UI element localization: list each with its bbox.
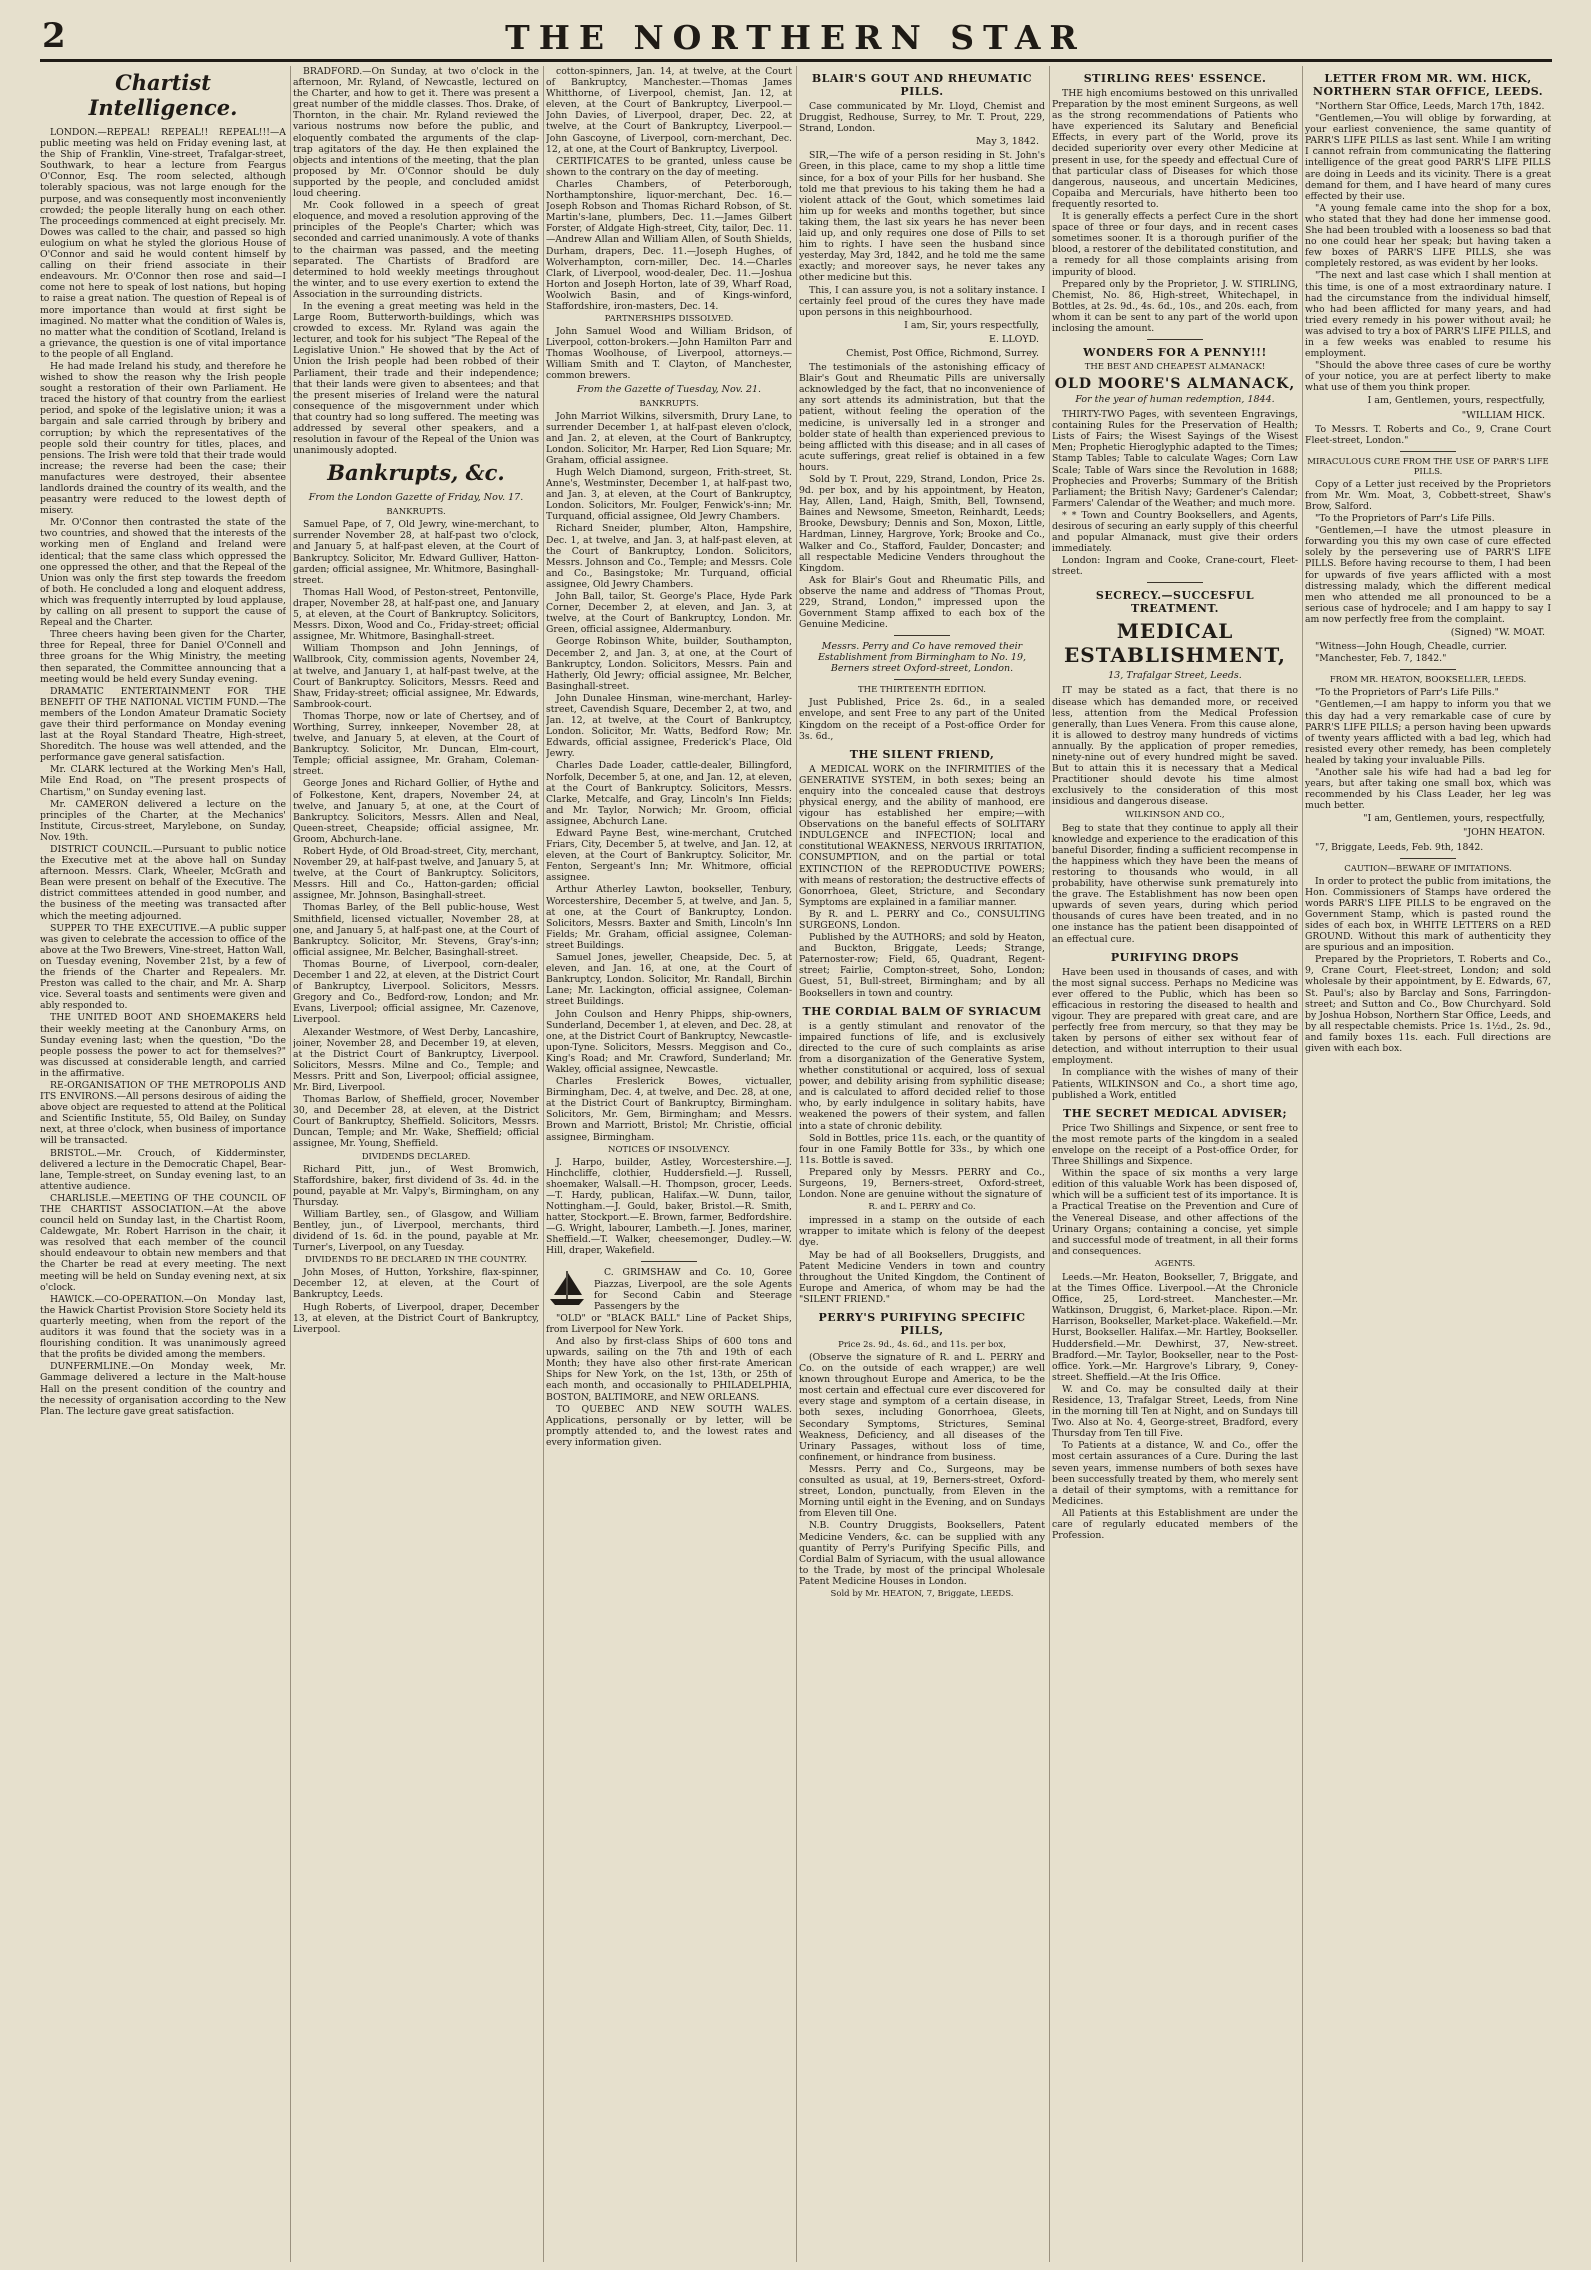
silent-friend-advert xyxy=(799,764,1045,999)
shipping-advert xyxy=(546,1267,792,1311)
syriacum-advert xyxy=(799,1021,1045,1305)
bankrupt-entry: Thomas Barley, of the Bell public-house, West Smithfield, licensed victualler, November 28, at one, and January 5, at half-past one, at the Court of Bankruptcy. Solicitor, Mr. Stevens, Gray's-inn; official assignee, Mr. Belcher, Basinghall-street. xyxy=(293,902,539,958)
blairs-pills-advert xyxy=(799,101,1045,630)
caution-notice xyxy=(1305,876,1551,1055)
advert-paragraph: The testimonials of the astonishing efficacy of Blair's Gout and Rheumatic Pills are universally acknowledged by the fact, that no inconvenience of any sort attends its administration, but that the patient, without feeling the operation of the medicine, is universally led in a stronger and bolder state of health than experienced previous to being afflicted with this disease; and in all cases of acute sufferings, great relief is obtained in a few hours. xyxy=(799,362,1045,473)
gazette-entry: Charles Chambers, of Peterborough, Northamptonshire, liquor-merchant, Dec. 16.—Joseph Robson and Thomas Richard Robson, of St. Martin's-lane, plumbers, Dec. 11.—James Gilbert Forster, of Aldgate High-street, City, tailor, Dec. 11.—Andrew Allan and William Allen, of South Shields, Durham, drapers, Dec. 11.—Joseph Hughes, of Wolverhampton, corn-miller, Dec. 14.—Charles Clark, of Liverpool, wood-dealer, Dec. 11.—Joshua Horton and Joseph Horton, late of 39, Wharf Road, Woolwich Basin, and of Kings-winford, Staffordshire, iron-masters, Dec. 14. xyxy=(546,178,792,312)
wonders-heading: WONDERS FOR A PENNY!!! xyxy=(1083,346,1267,360)
partnerships-list xyxy=(546,326,792,381)
article-paragraph: BRADFORD.—On Sunday, at two o'clock in the afternoon, Mr. Ryland, of Newcastle, lectured on the Charter, and how to get it. There was present a great number of the middle classes. Thos. Drake, of Thornton, in the chair. Mr. Ryland reviewed the various nostrums now before the public, and eloquently combated the arguments of the clap-trap agitators of the day. He then explained the objects and intentions of the meeting, that the plan proposed by Mr. O'Connor should be duly supported by the people, and concluded amidst loud cheering. xyxy=(293,66,539,200)
bankrupt-entry: John Ball, tailor, St. George's Place, Hyde Park Corner, December 2, at eleven, and Jan. 3, at twelve, at the Court of Bankruptcy, London. Mr. Green, official assignee, Aldermanbury. xyxy=(546,591,792,636)
edition-line: THE THIRTEENTH EDITION. xyxy=(858,685,986,696)
bankrupts-list xyxy=(546,411,792,1143)
article-paragraph: BRISTOL.—Mr. Crouch, of Kidderminster, delivered a lecture in the Democratic Chapel, Bear-lane, Temple-street, on Sunday evening last, to an attentive audience. xyxy=(40,1147,286,1192)
bankrupt-entry: John Dunalee Hinsman, wine-merchant, Harley-street, Cavendish Square, December 2, at two, and Jan. 12, at twelve, at the Court of Bankruptcy, London. Solicitor, Mr. Watts, Bedford Row; Mr. Edwards, official assignee, Frederick's Place, Old Jewry. xyxy=(546,692,792,760)
column-5 xyxy=(1052,66,1298,2264)
medical-establishment-address: 13, Trafalgar Street, Leeds. xyxy=(1108,670,1242,682)
silent-friend-heading: THE SILENT FRIEND, xyxy=(849,747,995,761)
divider xyxy=(1400,858,1456,859)
removal-notice: Messrs. Perry and Co have removed their Establishment from Birmingham to No. 19, Berners street Oxford-street, London. xyxy=(817,641,1027,675)
advert-paragraph: Prepared only by Messrs. PERRY and Co., Surgeons, 19, Berners-street, Oxford-street, London. None are genuine without the signature of xyxy=(799,1166,1045,1201)
advert-paragraph: Within the space of six months a very large edition of this valuable Work has been disposed of, which will be a sufficient test of its importance. It is a Practical Treatise on the Prevention and Cure of the Venereal Disease, and other affections of the Urinary Organs; containing a concise, yet simple and successful mode of treatment, in all their forms and consequences. xyxy=(1052,1168,1298,1257)
bankrupt-entry: Alexander Westmore, of West Derby, Lancashire, joiner, November 28, and December 19, at eleven, at the District Court of Bankruptcy, Liverpool. Solicitors, Messrs. Milne and Co., Temple; and Messrs. Pritt and Son, Liverpool; official assignee, Mr. Bird, Liverpool. xyxy=(293,1026,539,1093)
letter-signature: "WILLIAM HICK. xyxy=(1461,409,1545,421)
letter-paragraph: "Should the above three cases of cure be worthy of your notice, you are at perfect liberty to make what use of them you think proper. xyxy=(1305,360,1551,394)
purifying-drops-advert xyxy=(1052,967,1298,1101)
advert-paragraph: C. GRIMSHAW and Co. 10, Goree Piazzas, Liverpool, are the sole Agents for Second Cabin and Steerage Passengers by the xyxy=(594,1267,792,1312)
advert-paragraph: And also by first-class Ships of 600 tons and upwards, sailing on the 7th and 19th of each Month; they have also other first-rate American Ships for New York, on the 1st, 13th, or 25th of each month, and occasionally to PHILADELPHIA, BOSTON, BALTIMORE, and NEW ORLEANS. xyxy=(546,1336,792,1403)
edition-text xyxy=(799,697,1045,741)
dividend-entry: John Moses, of Hutton, Yorkshire, flax-spinner, December 12, at eleven, at the Court of Bankruptcy, Leeds. xyxy=(293,1267,539,1301)
letter-signature: "JOHN HEATON. xyxy=(1463,827,1545,839)
bankrupts-label: BANKRUPTS. xyxy=(386,507,446,518)
advert-paragraph: * * Town and Country Booksellers, and Agents, desirous of securing an early supply of this cheerful and popular Almanack, must give their orders immediately. xyxy=(1052,509,1298,555)
divider xyxy=(1147,339,1203,340)
letter-paragraph: "Manchester, Feb. 7, 1842." xyxy=(1315,653,1447,665)
shipping-advert-body xyxy=(546,1313,792,1448)
perry-signature: R. and L. PERRY and Co. xyxy=(868,1202,976,1213)
advert-paragraph: To Patients at a distance, W. and Co., offer the most certain assurances of a Cure. During the last seven years, immense numbers of both sexes have been successfully treated by them, who merely sent a detail of their symptoms, with a remittance for Medicines. xyxy=(1052,1440,1298,1507)
advert-paragraph: Case communicated by Mr. Lloyd, Chemist and Druggist, Redhouse, Surrey, to Mr. T. Prout, 229, Strand, London. xyxy=(799,101,1045,135)
letter-signature: E. LLOYD. xyxy=(989,333,1039,345)
seller-line: Sold by Mr. HEATON, 7, Briggate, LEEDS. xyxy=(830,1588,1014,1599)
bankrupt-entry: George Robinson White, builder, Southampton, December 2, and Jan. 3, at one, at the Court of Bankruptcy, London. Solicitors, Messrs. Pain and Hatherly, Old Jewry; official assignee, Mr. Belcher, Basinghall-street. xyxy=(546,636,792,692)
column-rule xyxy=(290,66,291,2262)
bankrupt-entry: Thomas Hall Wood, of Peston-street, Pentonville, draper, November 28, at half-past one, and January 5, at eleven, at the Court of Bankruptcy. Solicitors, Messrs. Dixon, Wood and Co., Friday-street; official assignee, Mr. Whitmore, Basinghall-street. xyxy=(293,586,539,643)
advert-paragraph: Messrs. Perry and Co., Surgeons, may be consulted as usual, at 19, Berners-street, Oxford-street, London, punctually, from Eleven in the Morning until eight in the Evening, and on Sundays from Eleven till One. xyxy=(799,1463,1045,1520)
advert-paragraph: TO QUEBEC AND NEW SOUTH WALES. Applications, personally or by letter, will be promptly attended to, and the lowest rates and every information given. xyxy=(546,1403,792,1448)
article-paragraph: DISTRICT COUNCIL.—Pursuant to public notice the Executive met at the above hall on Sunday afternoon. Messrs. Clark, Wheeler, McGrath and Bean were present on behalf of the Executive. The district committees attended in good number, and the business of the meeting was transacted after which the meeting adjourned. xyxy=(40,844,286,922)
letter-paragraph: "7, Briggate, Leeds, Feb. 9th, 1842. xyxy=(1315,841,1484,853)
advert-paragraph: Beg to state that they continue to apply all their knowledge and experience to the eradication of this baneful Disorder, finding a sufficient recompense in the happiness which they have been the means of restoring to thousands who would, in all probability, have otherwise sunk prematurely into the grave. The Establishment has now been open upwards of seven years, during which period thousands of cures have been treated, and in no one instance has the patient been disappointed of an effectual cure. xyxy=(1052,822,1298,945)
gazette-date: From the Gazette of Tuesday, Nov. 21. xyxy=(576,383,762,395)
advert-paragraph: impressed in a stamp on the outside of each wrapper to imitate which is felony of the deepest dye. xyxy=(799,1215,1045,1249)
article-paragraph: THE UNITED BOOT AND SHOEMAKERS held their weekly meeting at the Canonbury Arms, on Sunday evening last; when the question, "Do the people possess the power to act for themselves?" was discussed at considerable length, and carried in the affirmative. xyxy=(40,1012,286,1079)
letter-address: Chemist, Post Office, Richmond, Surrey. xyxy=(846,347,1039,359)
medical-establishment-title: MEDICAL ESTABLISHMENT, xyxy=(1064,619,1286,668)
advert-paragraph: is a gently stimulant and renovator of the impaired functions of life, and is exclusively directed to the cure of such complaints as arise from a disorganization of the Generative System, whether constitutional or acquired, loss of sexual power, and debility arising from syphilitic disease; and is calculated to afford decided relief to those who, by early indulgence in solitary habits, have weakened the powers of their system, and fallen into a state of chronic debility. xyxy=(799,1020,1045,1132)
advert-paragraph: THIRTY-TWO Pages, with seventeen Engravings, containing Rules for the Preservation of Health; Lists of Fairs; the Wisest Sayings of the Wisest Men; Prophetic Hieroglyphic adapted to the Times; Stamp Tables; Table to calculate Wages; Corn Law Scale; Table of Wars since the Revolution in 1688; Prophecies and Proverbs; Summary of the British Parliament; the British Navy; Gardener's Calendar; Farmers' Calendar of the Weather; and much more. xyxy=(1052,409,1298,509)
divider xyxy=(894,679,950,680)
advert-paragraph: (Observe the signature of R. and L. PERRY and Co. on the outside of each wrapper,) are well known throughout Europe and America, to be the most certain and effectual cure ever discovered for every stage and symptom of a certain disease, in both sexes, including Gonorrhoea, Gleets, Secondary Symptoms, Strictures, Seminal Weakness, Deficiency, and all diseases of the Urinary Passages, without loss of time, confinement, or hindrance from business. xyxy=(799,1352,1045,1463)
advert-paragraph: Prepared by the Proprietors, T. Roberts and Co., 9, Crane Court, Fleet-street, London; and sold wholesale by their appointment, by E. Edwards, 67, St. Paul's; also by Barclay and Sons, Farringdon-street; and Sutton and Co., Bow Churchyard. Sold by Joshua Hobson, Northern Star Office, Leeds, and by all respectable chemists. Price 1s. 1½d., 2s. 9d., and family boxes 11s. each. Full directions are given with each box. xyxy=(1305,954,1551,1055)
article-paragraph: SUPPER TO THE EXECUTIVE.—A public supper was given to celebrate the accession to office of the above at the Two Brewers, Vine-street, Hatton Wall, on Tuesday evening, November 21st, by a few of the friends of the Charter and Repealers. Mr. Preston was called to the chair, and Mr. A. Sharp vice. Several toasts and sentiments were given and ably responded to. xyxy=(40,922,286,1012)
column-4 xyxy=(799,66,1045,2264)
advert-paragraph: Ask for Blair's Gout and Rheumatic Pills, and observe the name and address of "Thomas Prout, 229, Strand, London," impressed upon the Government Stamp affixed to each box of the Genuine Medicine. xyxy=(799,574,1045,631)
letter-closing: I am, Sir, yours respectfully, xyxy=(904,319,1039,331)
divider xyxy=(1400,669,1456,670)
advert-paragraph: Price Two Shillings and Sixpence, or sent free to the most remote parts of the kingdom in a sealed envelope on the receipt of a Post-office Order, for Three Shillings and Sixpence. xyxy=(1052,1122,1298,1168)
advert-paragraph: By R. and L. PERRY and Co., CONSULTING SURGEONS, London. xyxy=(799,908,1045,931)
letter-paragraph: Copy of a Letter just received by the Proprietors from Mr. Wm. Moat, 3, Cobbett-street, Shaw's Brow, Salford. xyxy=(1305,478,1551,512)
article-paragraph: In the evening a great meeting was held in the Large Room, Butterworth-buildings, which was crowded to excess. Mr. Ryland was again the lecturer, and took for his subject "The Repeal of the Legislative Union." He showed that by the Act of Union the Irish people had been robbed of their Parliament, their trade and their independence; that their lands were given to absentees; and that the present miseries of Ireland were the natural consequence of the misgovernment under which that country had so long suffered. The meeting was addressed by several other speakers, and a resolution in favour of the Repeal of the Union was unanimously adopted. xyxy=(293,300,539,457)
insolvency-list xyxy=(546,1157,792,1257)
advert-paragraph: All Patients at this Establishment are under the care of regularly educated members of the Profession. xyxy=(1052,1507,1298,1542)
insolvency-entry: J. Harpo, builder, Astley, Worcestershire.—J. Hinchcliffe, clothier, Huddersfield.—J. Russell, shoemaker, Walsall.—H. Thompson, grocer, Leeds.—T. Hardy, publican, Halifax.—W. Dunn, tailor, Nottingham.—J. Gould, baker, Bristol.—R. Smith, hatter, Stockport.—E. Brown, farmer, Bedfordshire.—G. Wright, labourer, Lambeth.—J. Jones, mariner, Sheffield.—T. Walker, cheesemonger, Dudley.—W. Hill, draper, Wakefield. xyxy=(546,1156,792,1257)
letter-paragraph: "Another sale his wife had had a bad leg for years, but after taking one small box, which was recommended by his Class Leader, her leg was much better. xyxy=(1305,766,1551,812)
section-heading-bankrupts: Bankrupts, &c. xyxy=(327,460,505,486)
miraculous-cure-heading: MIRACULOUS CURE FROM THE USE OF PARR'S LIFE PILLS. xyxy=(1307,456,1549,477)
bankrupt-entry: Edward Payne Best, wine-merchant, Crutched Friars, City, December 5, at twelve, and Jan. 12, at eleven, at the Court of Bankruptcy. Solicitor, Mr. Fenton, Sergeant's Inn; Mr. Whitmore, official assignee. xyxy=(546,828,792,884)
advert-paragraph: "OLD" or "BLACK BALL" Line of Packet Ships, from Liverpool for New York. xyxy=(546,1312,792,1335)
bankrupt-entry: George Jones and Richard Gollier, of Hythe and of Folkestone, Kent, drapers, November 24, at twelve, and January 5, at one, at the Court of Bankruptcy. Solicitors, Messrs. Allen and Neal, Queen-street, Cheapside; official assignee, Mr. Groom, Abchurch-lane. xyxy=(293,778,539,845)
column-6 xyxy=(1305,66,1551,2264)
masthead-rule xyxy=(40,59,1552,62)
advert-paragraph: Prepared only by the Proprietor, J. W. STIRLING, Chemist, No. 86, High-street, Whitechapel, in Bottles, at 2s. 9d., 4s. 6d., 10s., and 20s. each, from whom it can be sent to any part of the world upon inclosing the amount. xyxy=(1052,278,1298,334)
letter-closing: "I am, Gentlemen, yours, respectfully, xyxy=(1363,813,1545,825)
divider xyxy=(894,635,950,636)
advert-paragraph: IT may be stated as a fact, that there is no disease which has demanded more, or received less, attention from the Medical Profession generally, than Lues Venera. From this cause alone, it is allowed to destroy many hundreds of victims annually. By the application of proper remedies, ninety-nine out of every hundred might be saved. But to attain this it is necessary that a Medical Practitioner should devote his time almost exclusively to the consideration of this most insidious and dangerous disease. xyxy=(1052,685,1298,808)
advert-paragraph: May be had of all Booksellers, Druggists, and Patent Medicine Venders in town and country throughout the United Kingdom, the Continent of Europe and America, of whom may be had the "SILENT FRIEND." xyxy=(799,1249,1045,1305)
moat-letter xyxy=(1305,479,1551,665)
bankrupt-entry: Thomas Bourne, of Liverpool, corn-dealer, December 1 and 22, at eleven, at the District Court of Bankruptcy, Liverpool. Solicitors, Messrs. Gregory and Co., Bedford-row, London; and Mr. Evans, Liverpool; official assignee, Mr. Cazenove, Liverpool. xyxy=(293,958,539,1026)
purifying-drops-heading: PURIFYING DROPS xyxy=(1110,950,1240,964)
sailing-ship-icon xyxy=(546,1267,588,1309)
essence-advert xyxy=(1052,88,1298,334)
bankrupt-entry: Charles Freslerick Bowes, victualler, Birmingham, Dec. 4, at twelve, and Dec. 28, at one, at the District Court of Bankruptcy, Birmingham. Solicitors, Mr. Gem, Birmingham; and Messrs. Brown and Marriott, Bristol; Mr. Christie, official assignee, Birmingham. xyxy=(546,1076,792,1143)
letter-paragraph: "Gentlemen,—I have the utmost pleasure in forwarding you this my own case of cure effected solely by the persevering use of PARR'S LIFE PILLS. Before having recourse to them, I had been for upwards of five years afflicted with a most distressing malady, which the different medical men who attended me all pronounced to be a serious case of hydrocele; and I am happy to say I am now perfectly free from the complaint. xyxy=(1305,525,1551,625)
dividends-heading: DIVIDENDS DECLARED. xyxy=(361,1151,471,1162)
secrecy-heading: SECRECY.—SUCCESFUL TREATMENT. xyxy=(1095,589,1255,616)
article-paragraph: Mr. CAMERON delivered a lecture on the principles of the Charter, at the Mechanics' Institute, Circus-street, Marylebone, on Sunday, Nov. 19th. xyxy=(40,798,286,843)
bankrupt-entry: Thomas Thorpe, now or late of Chertsey, and of Worthing, Surrey, innkeeper, November 28, at twelve, and January 5, at eleven, at the Court of Bankruptcy. Solicitor, Mr. Duncan, Elm-court, Temple; official assignee, Mr. Graham, Coleman-street. xyxy=(293,710,539,778)
advert-paragraph: W. and Co. may be consulted daily at their Residence, 13, Trafalgar Street, Leeds, from Nine in the morning till Ten at Night, and on Sundays till Two. Also at No. 4, George-street, Bradford, every Thursday from Ten till Five. xyxy=(1052,1383,1298,1440)
almanack-subtitle: For the year of human redemption, 1844. xyxy=(1075,394,1275,406)
article-paragraph: LONDON.—REPEAL! REPEAL!! REPEAL!!!—A public meeting was held on Friday evening last, at the Ship of Franklin, Vine-street, Trafalgar-street, Southwark, to hear a lecture from Feargus O'Connor, Esq. The room selected, although tolerably spacious, was not large enough for the purpose, and was consequently most inconveniently crowded; the people literally hung on each other. The proceedings commenced at eight precisely. Mr. Dowes was called to the chair, and passed so high eulogium on what he styled the glorious House of O'Connor and said he would content himself by calling on their friend associate in their endeavours. Mr. O'Connor then rose and said—I come not here to speak of lost nations, but hoping to raise a great nation. The question of Repeal is of more importance than would at first sight be imagined. No matter what the condition of Wales is, no matter what the condition of Scotland, Ireland is a grievance, the question is one of vital importance to the people of all England. xyxy=(40,127,286,360)
dividend-entry: Richard Pitt, jun., of West Bromwich, Staffordshire, baker, first dividend of 3s. 4d. in the pound, payable at Mr. Valpy's, Birmingham, on any Thursday. xyxy=(293,1163,539,1208)
page-number: 2 xyxy=(42,16,66,56)
medical-adviser-advert xyxy=(1052,1123,1298,1541)
column-rule xyxy=(796,66,797,2262)
bankrupt-entry: Robert Hyde, of Old Broad-street, City, merchant, November 29, at half-past twelve, and January 5, at twelve, at the Court of Bankruptcy. Solicitors, Messrs. Hill and Co., Hatton-garden; official assignee, Mr. Johnson, Basinghall-street. xyxy=(293,846,539,902)
country-dividends-list xyxy=(293,1267,539,1335)
dividend-entry: Hugh Roberts, of Liverpool, draper, December 13, at eleven, at the District Court of Bankruptcy, Liverpool. xyxy=(293,1301,539,1335)
bankrupt-entry: Richard Sneider, plumber, Alton, Hampshire, Dec. 1, at twelve, and Jan. 3, at half-past eleven, at the Court of Bankruptcy, London. Solicitors, Messrs. Johnson and Co., Temple; and Messrs. Cole and Co., Basingstoke; Mr. Turquand, official assignee, Old Jewry Chambers. xyxy=(546,523,792,590)
letter-paragraph: "To the Proprietors of Parr's Life Pills." xyxy=(1315,687,1499,699)
letter-paragraph: "Gentlemen,—I am happy to inform you that we this day had a very remarkable case of cure by PARR'S LIFE PILLS; a person having been upwards of twenty years afflicted with a bad leg, which had resisted every other remedy, has been completely healed by taking your invaluable Pills. xyxy=(1305,699,1551,766)
column-1 xyxy=(40,66,286,2264)
bankrupt-entry: Charles Dade Loader, cattle-dealer, Billingford, Norfolk, December 5, at one, and Jan. 12, at eleven, at the Court of Bankruptcy. Solicitors, Messrs. Clarke, Metcalfe, and Gray, Lincoln's Inn Fields; and Mr. Taylor, Norwich; Mr. Groom, official assignee, Abchurch Lane. xyxy=(546,760,792,827)
gazette-continued xyxy=(546,66,792,312)
heaton-letter-heading: FROM MR. HEATON, BOOKSELLER, LEEDS. xyxy=(1329,675,1527,686)
column-3 xyxy=(546,66,792,2264)
article-paragraph: DUNFERMLINE.—On Monday week, Mr. Gammage delivered a lecture in the Malt-house Hall on the present condition of the country and the necessity of organisation according to the New Plan. The lecture gave great satisfaction. xyxy=(40,1361,286,1417)
blairs-pills-heading: BLAIR'S GOUT AND RHEUMATIC PILLS. xyxy=(811,72,1033,98)
letter-closing: I am, Gentlemen, yours, respectfully, xyxy=(1367,395,1545,407)
advert-paragraph: In order to protect the public from imitations, the Hon. Commissioners of Stamps have ordered the words PARR'S LIFE PILLS to be engraved on the Government Stamp, which is pasted round the sides of each box, in WHITE LETTERS on a RED GROUND. Without this mark of authenticity they are spurious and an imposition. xyxy=(1305,875,1551,954)
dividend-entry: William Bartley, sen., of Glasgow, and William Bentley, jun., of Liverpool, merchants, third dividend of 1s. 6d. in the pound, payable at Mr. Turner's, Liverpool, on any Tuesday. xyxy=(293,1208,539,1254)
bankrupt-entry: John Marriot Wilkins, silversmith, Drury Lane, to surrender December 1, at half-past eleven o'clock, and Jan. 2, at eleven, at the Court of Bankruptcy, London. Solicitor, Mr. Harper, Red Lion Square; Mr. Graham, official assignee. xyxy=(546,410,792,466)
article-paragraph: HAWICK.—CO-OPERATION.—On Monday last, the Hawick Chartist Provision Store Society held its quarterly meeting, when from the report of the auditors it was found that the society was in a flourishing condition. It was unanimously agreed that the profits be divided among the members. xyxy=(40,1293,286,1361)
bradford-report xyxy=(293,66,539,456)
almanack-title: OLD MOORE'S ALMANACK, xyxy=(1054,376,1296,393)
article-paragraph: Mr. Cook followed in a speech of great eloquence, and moved a resolution approving of the principles of the People's Charter; which was seconded and carried unanimously. A vote of thanks to the chairman was passed, and the meeting separated. The Chartists of Bradford are determined to hold weekly meetings throughout the winter, and to use every exertion to extend the Association in the surrounding districts. xyxy=(293,200,539,300)
almanack-advert xyxy=(1052,409,1298,577)
gazette-entry: cotton-spinners, Jan. 14, at twelve, at the Court of Bankruptcy, Manchester.—Thomas James Whitthorne, of Liverpool, chemist, Jan. 12, at eleven, at the Court of Bankruptcy, Liverpool.—John Davies, of Liverpool, draper, Dec. 22, at twelve, at the Court of Bankruptcy, Liverpool.—John Gascoyne, of Liverpool, corn-merchant, Dec. 12, at one, at the Court of Bankruptcy, Liverpool. xyxy=(546,66,792,155)
purifying-pills-price: Price 2s. 9d., 4s. 6d., and 11s. per box, xyxy=(838,1340,1006,1350)
newspaper-title: THE NORTHERN STAR xyxy=(505,18,1086,57)
hick-letter xyxy=(1305,101,1551,446)
advert-paragraph: A MEDICAL WORK on the INFIRMITIES of the GENERATIVE SYSTEM, in both sexes; being an enquiry into the concealed cause that destroys physical energy, and the ability of manhood, ere vigour has established her empire;—with Observations on the baneful effects of SOLITARY INDULGENCE and INFECTION; local and constitutional WEAKNESS, NERVOUS IRRITATION, CONSUMPTION, and on the partial or total EXTINCTION of the REPRODUCTIVE POWERS; with means of restoration; the destructive effects of Gonorrhoea, Gleet, Stricture, and Secondary Symptoms are explained in a familiar manner. xyxy=(799,763,1045,908)
agents-heading: AGENTS. xyxy=(1154,1258,1196,1269)
bankrupts-label: BANKRUPTS. xyxy=(639,398,699,409)
column-rule xyxy=(1049,66,1050,2262)
caution-heading: CAUTION—BEWARE OF IMITATIONS. xyxy=(1344,863,1512,874)
advert-paragraph: Published by the AUTHORS; and sold by Heaton, and Buckton, Briggate, Leeds; Strange, Paternoster-row; Field, 65, Quadrant, Regent-street; Fairlie, Compton-street, Soho, London; Guest, 51, Bull-street, Birmingham; and by all Booksellers in town and country. xyxy=(799,932,1045,999)
shipping-advert-text xyxy=(594,1267,792,1311)
advert-paragraph: This, I can assure you, is not a solitary instance. I certainly feel proud of the cures they have made upon persons in this neighbourhood. xyxy=(799,284,1045,318)
medical-adviser-heading: THE SECRET MEDICAL ADVISER; xyxy=(1062,1106,1288,1120)
partnerships-heading: PARTNERSHIPS DISSOLVED. xyxy=(604,314,734,325)
letter-paragraph: "The next and last case which I shall mention at this time, is one of a most extraordinary nature. I had the circumstance from the individual himself, who had been afflicted for many years, and had tried every remedy in his power without avail; he was advised to try a box of PARR'S LIFE PILLS, and in a few weeks was enabled to resume his employment. xyxy=(1305,270,1551,360)
divider xyxy=(1400,451,1456,452)
letter-paragraph: "Northern Star Office, Leeds, March 17th, 1842. xyxy=(1315,101,1545,112)
bankrupt-entry: John Coulson and Henry Phipps, ship-owners, Sunderland, December 1, at eleven, and Dec. 28, at one, at the District Court of Bankruptcy, Newcastle-upon-Tyne. Solicitors, Messrs. Meggison and Co., King's Road; and Mr. Crawford, Sunderland; Mr. Wakley, official assignee, Newcastle. xyxy=(546,1008,792,1075)
column-2 xyxy=(293,66,539,2264)
letter-paragraph: "Witness—John Hough, Cheadle, currier. xyxy=(1315,641,1507,653)
agents-list: Leeds.—Mr. Heaton, Bookseller, 7, Briggate, and at the Times Office. Liverpool.—At the Chronicle Office, 25, Lord-street. Manchester.—Mr. Watkinson, Druggist, 6, Market-place. Ripon.—Mr. Harrison, Bookseller, Market-place. Wakefield.—Mr. Hurst, Bookseller. Halifax.—Mr. Hartley, Bookseller. Huddersfield.—Mr. Dewhirst, 37, New-street. Bradford.—Mr. Taylor, Bookseller, near to the Post-office. York.—Mr. Hargrove's Library, 9, Coney-street. Sheffield.—At the Iris Office. xyxy=(1052,1271,1298,1383)
dividends-list xyxy=(293,1164,539,1254)
advert-paragraph: THE high encomiums bestowed on this unrivalled Preparation by the most eminent Surgeons, as well as the strong recommendations of Patients who have experienced its Salutary and Beneficial Effects, in every part of the World, prove its decided superiority over every other Medicine at present in use, for the speedy and effectual Cure of that particular class of Diseases for which those dangerous, nauseous, and uncertain Medicines, Copaiba and Mercurials, have hitherto been too frequently resorted to. xyxy=(1052,88,1298,210)
bankrupt-entry: William Thompson and John Jennings, of Wallbrook, City, commission agents, November 24, at twelve, and January 1, at half-past twelve, at the Court of Bankruptcy. Solicitors, Messrs. Reed and Shaw, Friday-street; official assignee, Mr. Edwards, Sambrook-court. xyxy=(293,643,539,710)
section-heading-chartist: Chartist Intelligence. xyxy=(88,70,238,120)
article-paragraph: RE-ORGANISATION OF THE METROPOLIS AND ITS ENVIRONS.—All persons desirous of aiding the above object are requested to attend at the Political and Scientific Institute, 55, Old Bailey, on Sunday next, at three o'clock, when business of importance will be transacted. xyxy=(40,1079,286,1147)
advert-paragraph: N.B. Country Druggists, Booksellers, Patent Medicine Venders, &c. can be supplied with any quantity of Perry's Purifying Specific Pills, and Cordial Balm of Syriacum, with the usual allowance to the Trade, by most of the principal Wholesale Patent Medicine Houses in London. xyxy=(799,1520,1045,1587)
hick-letter-heading: LETTER FROM MR. WM. HICK, NORTHERN STAR OFFICE, LEEDS. xyxy=(1312,72,1544,98)
chartist-news xyxy=(40,127,286,1417)
syriacum-heading: THE CORDIAL BALM OF SYRIACUM xyxy=(802,1004,1042,1018)
bankrupts-list xyxy=(293,519,539,1149)
medical-establishment-advert xyxy=(1052,685,1298,944)
column-rule xyxy=(543,66,544,2262)
gazette-entry: CERTIFICATES to be granted, unless cause be shown to the contrary on the day of meeting. xyxy=(546,155,792,178)
article-paragraph: CHARLISLE.—MEETING OF THE COUNCIL OF THE CHARTIST ASSOCIATION.—At the above council held on Sunday last, in the Chartist Room, Caldewgate, Mr. Robert Harrison in the chair, it was resolved that each member of the council should endeavour to obtain new members and that the Charter be read at every meeting. The next meeting will be held on Sunday evening next, at six o'clock. xyxy=(40,1192,286,1293)
country-dividends-heading: DIVIDENDS TO BE DECLARED IN THE COUNTRY. xyxy=(305,1255,527,1266)
purifying-pills-advert xyxy=(799,1352,1045,1600)
article-paragraph: DRAMATIC ENTERTAINMENT FOR THE BENEFIT OF THE NATIONAL VICTIM FUND.—The members of the London Amateur Dramatic Society gave their third performance on Monday evening last at the Royal Standard Theatre, High-street, Shoreditch. The house was well attended, and the performance gave general satisfaction. xyxy=(40,685,286,764)
divider xyxy=(641,1261,697,1262)
letter-signature: (Signed) "W. MOAT. xyxy=(1450,627,1545,639)
article-paragraph: He had made Ireland his study, and therefore he wished to show the reason why the Irish people sought a restoration of their own Parliament. He traced the history of that country from the earliest period, and spoke of the legislative union; it was a bargain and sale carried through by bribery and corruption; by which the representatives of the people sold their country for titles, places, and pensions. The Irish were told that their trade would increase; the reverse had been the case; their manufactures were destroyed, their absentee landlords drained the country of its wealth, and the peasantry were reduced to the lowest depth of misery. xyxy=(40,360,286,517)
bankrupt-entry: Hugh Welch Diamond, surgeon, Frith-street, St. Anne's, Westminster, December 1, at half-past two, and Jan. 3, at eleven, at the Court of Bankruptcy, London. Solicitors, Mr. Foulger, Fenwick's-inn; Mr. Turquand, official assignee, Old Jewry Chambers. xyxy=(546,467,792,523)
essence-heading: STIRLING REES' ESSENCE. xyxy=(1083,72,1267,85)
letter-paragraph: "To the Proprietors of Parr's Life Pills. xyxy=(1315,513,1495,525)
advert-paragraph: Just Published, Price 2s. 6d., in a sealed envelope, and sent Free to any part of the United Kingdom on the receipt of a Post-office Order for 3s. 6d., xyxy=(799,697,1045,742)
advert-paragraph: Sold in Bottles, price 11s. each, or the quantity of four in one Family Bottle for 33s., by which one 11s. Bottle is saved. xyxy=(799,1132,1045,1166)
partnership-entry: John Samuel Wood and William Bridson, of Liverpool, cotton-brokers.—John Hamilton Parr and Thomas Woolhouse, of Liverpool, attorneys.—William Smith and T. Clayton, of Manchester, common brewers. xyxy=(546,326,792,382)
letter-paragraph: "Gentlemen,—You will oblige by forwarding, at your earliest convenience, the same quantity of PARR'S LIFE PILLS as last sent. While I am writing I cannot refrain from communicating the flattering intelligence of the great good PARR'S LIFE PILLS are doing in Leeds and its vicinity. There is a great demand for them, and I have heard of many cures effected by their use. xyxy=(1305,113,1551,202)
advert-paragraph: In compliance with the wishes of many of their Patients, WILKINSON and Co., a short time ago, published a Work, entitled xyxy=(1052,1067,1298,1101)
column-rule xyxy=(1302,66,1303,2262)
purifying-pills-heading: PERRY'S PURIFYING SPECIFIC PILLS, xyxy=(818,1311,1026,1337)
advert-paragraph: It is generally effects a perfect Cure in the short space of three or four days, and in recent cases sometimes sooner. It is a thorough purifier of the blood, a restorer of the debilitated constitution, and a remedy for all those complaints arising from impurity of blood. xyxy=(1052,211,1298,278)
divider xyxy=(1147,582,1203,583)
article-paragraph: Three cheers having been given for the Charter, three for Repeal, three for Daniel O'Connell and three groans for the Whig Ministry, the meeting then separated, the Committee announcing that a meeting would be held every Sunday evening. xyxy=(40,629,286,685)
advert-paragraph: SIR,—The wife of a person residing in St. John's Green, in this place, came to my shop a little time since, for a box of your Pills for her husband. She told me that previous to his taking them he had a violent attack of the Gout, which sometimes laid him up for weeks and months together, but since taking them, the last six years he has never been laid up, and only requires one dose of Pills to set him to rights. I have seen the husband since yesterday, May 3rd, 1842, and he told me the same exactly; and moreover says, he never takes any other medicine but this. xyxy=(799,150,1045,284)
bankrupt-entry: Thomas Barlow, of Sheffield, grocer, November 30, and December 28, at eleven, at the District Court of Bankruptcy, Sheffield. Solicitors, Messrs. Duncan, Temple; and Mr. Wake, Sheffield; official assignee, Mr. Young, Sheffield. xyxy=(293,1094,539,1150)
wonders-subheading: THE BEST AND CHEAPEST ALMANACK! xyxy=(1084,362,1266,373)
insolvency-heading: NOTICES OF INSOLVENCY. xyxy=(608,1144,730,1155)
article-paragraph: Mr. CLARK lectured at the Working Men's Hall, Mile End Road, on "The present prospects of Chartism," on Sunday evening last. xyxy=(40,764,286,798)
gazette-date: From the London Gazette of Friday, Nov. 17. xyxy=(308,492,524,504)
heaton-letter xyxy=(1305,687,1551,852)
article-paragraph: Mr. O'Connor then contrasted the state of the two countries, and showed that the interests of the working men of England and Ireland were identical; that the same class which oppressed the one oppressed the other, and that the Repeal of the Union was only the first step towards the freedom of both. He concluded a long and eloquent address, which was frequently interrupted by loud applause, by calling on all present to support the cause of Repeal and the Charter. xyxy=(40,517,286,629)
firm-name: WILKINSON AND CO., xyxy=(1125,809,1225,820)
advert-paragraph: London: Ingram and Cooke, Crane-court, Fleet-street. xyxy=(1052,555,1298,578)
advert-paragraph: Have been used in thousands of cases, and with the most signal success. Perhaps no Medicine was ever offered to the Public, which has been so efficacious in restoring the diseased to health and vigour. They are prepared with great care, and are perfectly free from mercury, so that they may be taken by persons of either sex without fear of detection, and without interruption to their usual employment. xyxy=(1052,966,1298,1067)
bankrupt-entry: Samuel Jones, jeweller, Cheapside, Dec. 5, at eleven, and Jan. 16, at one, at the Court of Bankruptcy, London. Solicitor, Mr. Randall, Birchin Lane; Mr. Lackington, official assignee, Coleman-street Buildings. xyxy=(546,952,792,1008)
letter-paragraph: "A young female came into the shop for a box, who stated that they had done her immense good. She had been troubled with a looseness so bad that no one could hear her speak; but having taken a few boxes of PARR'S LIFE PILLS, she was completely restored, as was evident by her looks. xyxy=(1305,202,1551,270)
advert-paragraph: Sold by T. Prout, 229, Strand, London, Price 2s. 9d. per box, and by his appointment, by Heaton, Hay, Allen, Land, Haigh, Smith, Bell, Townsend, Baines and Newsome, Smeeton, Reinhardt, Leeds; Brooke, Dewsbury; Dennis and Son, Moxon, Little, Hardman, Linney, Hargrove, York; Brooke and Co., Walker and Co., Stafford, Faulder, Doncaster; and all respectable Medicine Venders throughout the Kingdom. xyxy=(799,474,1045,574)
letter-date: May 3, 1842. xyxy=(975,136,1039,148)
bankrupt-entry: Arthur Atherley Lawton, bookseller, Tenbury, Worcestershire, December 5, at twelve, and Jan. 5, at one, at the Court of Bankruptcy, London. Solicitors, Messrs. Baxter and Smith, Lincoln's Inn Fields; Mr. Graham, official assignee, Coleman-street Buildings. xyxy=(546,884,792,951)
bankrupt-entry: Samuel Pape, of 7, Old Jewry, wine-merchant, to surrender November 28, at half-past two o'clock, and January 5, at half-past eleven, at the Court of Bankruptcy. Solicitor, Mr. Edward Gulliver, Hatton-garden; official assignee, Mr. Whitmore, Basinghall-street. xyxy=(293,519,539,586)
letter-paragraph: To Messrs. T. Roberts and Co., 9, Crane Court Fleet-street, London." xyxy=(1305,423,1551,446)
masthead xyxy=(0,0,1591,58)
